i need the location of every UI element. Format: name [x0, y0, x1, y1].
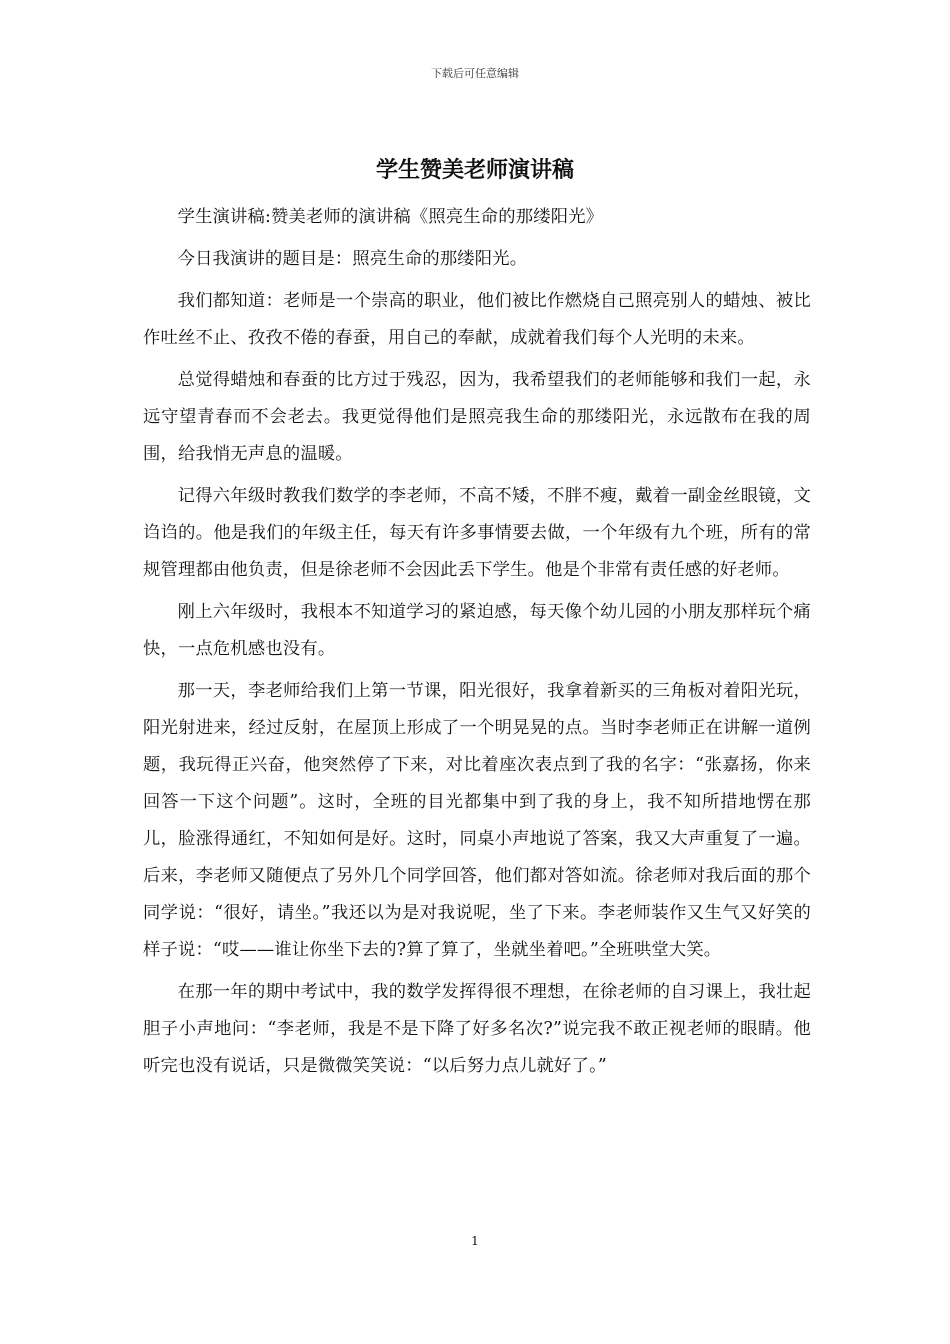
paragraph: 记得六年级时教我们数学的李老师，不高不矮，不胖不瘦，戴着一副金丝眼镜，文诌诌的。他是我们的年级主任，每天有许多事情要去做，一个年级有九个班，所有的常规管理都由他负责，但是徐老师不会因此丢下学生。他是个非常有责任感的好老师。 [143, 486, 811, 580]
paragraph: 那一天，李老师给我们上第一节课，阳光很好，我拿着新买的三角板对着阳光玩，阳光射进来，经过反射，在屋顶上形成了一个明晃晃的点。当时李老师正在讲解一道例题，我玩得正兴奋，他突然停了下来，对比着座次表点到了我的名字：“张嘉扬，你来回答一下这个问题”。这时，全班的目光都集中到了我的身上，我不知所措地愣在那儿，脸涨得通红，不知如何是好。这时，同桌小声地说了答案，我又大声重复了一遍。后来，李老师又随便点了另外几个同学回答，他们都对答如流。徐老师对我后面的那个同学说：“很好，请坐。”我还以为是对我说呢，坐了下来。李老师装作又生气又好笑的样子说：“哎——谁让你坐下去的?算了算了，坐就坐着吧。”全班哄堂大笑。 [143, 681, 811, 960]
document-title: 学生赞美老师演讲稿 [375, 157, 574, 183]
paragraph: 我们都知道：老师是一个崇高的职业，他们被比作燃烧自己照亮别人的蜡烛、被比作吐丝不止、孜孜不倦的春蚕，用自己的奉献，成就着我们每个人光明的未来。 [143, 291, 811, 348]
paragraph: 今日我演讲的题目是：照亮生命的那缕阳光。 [177, 249, 528, 269]
document-body [143, 199, 811, 1090]
page-header: 下载后可任意编辑 [431, 67, 519, 80]
paragraph: 刚上六年级时，我根本不知道学习的紧迫感，每天像个幼儿园的小朋友那样玩个痛快，一点危机感也没有。 [143, 602, 811, 659]
page-number: 1 [471, 1234, 479, 1248]
paragraph: 在那一年的期中考试中，我的数学发挥得很不理想，在徐老师的自习课上，我壮起胆子小声地问：“李老师，我是不是下降了好多名次?”说完我不敢正视老师的眼睛。他听完也没有说话，只是微微笑笑说：“以后努力点儿就好了。” [143, 982, 811, 1076]
paragraph: 总觉得蜡烛和春蚕的比方过于残忍，因为，我希望我们的老师能够和我们一起，永远守望青春而不会老去。我更觉得他们是照亮我生命的那缕阳光，永远散布在我的周围，给我悄无声息的温暖。 [143, 370, 811, 464]
paragraph: 学生演讲稿:赞美老师的演讲稿《照亮生命的那缕阳光》 [177, 207, 604, 227]
